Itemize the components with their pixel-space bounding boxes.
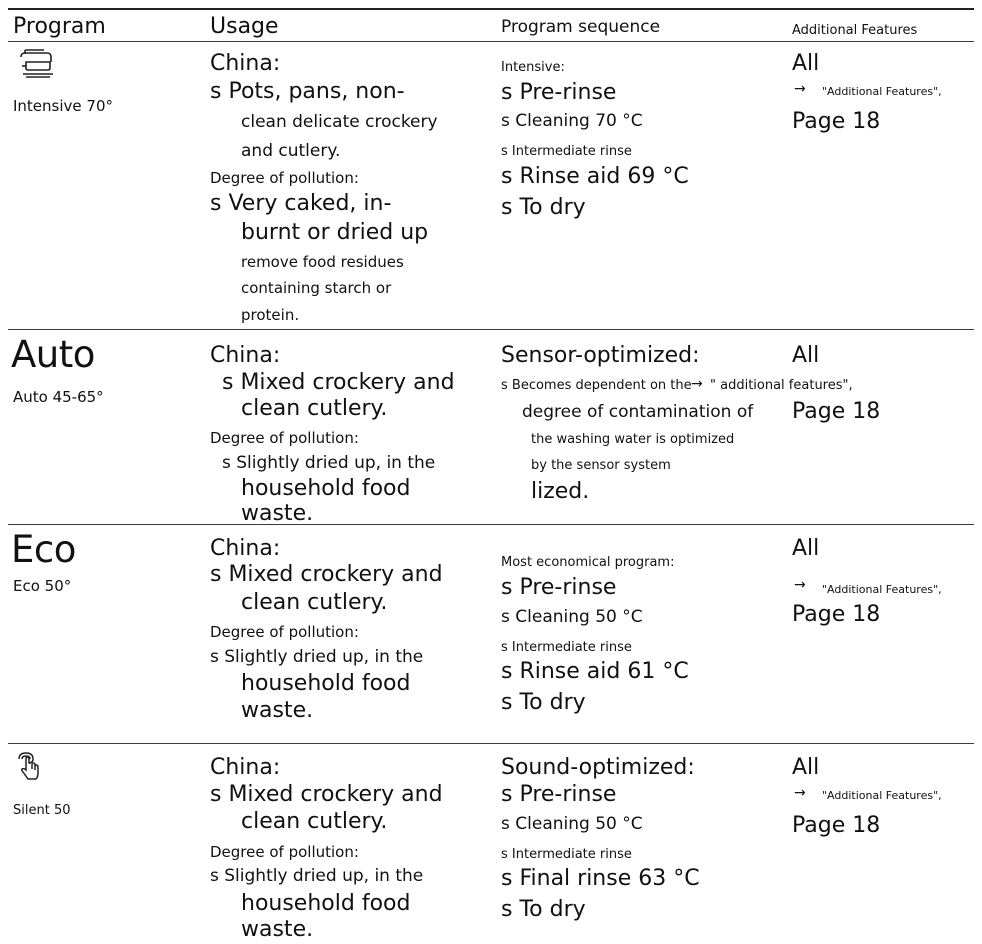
features-page[interactable]: Page 18	[792, 602, 881, 627]
features-page[interactable]: Page 18	[792, 109, 881, 134]
row-divider	[8, 524, 974, 525]
usage-line: China:	[210, 536, 281, 561]
sequence-line: lized.	[531, 479, 590, 504]
features-link[interactable]: "Additional Features",	[822, 85, 942, 98]
sequence-line: s To dry	[501, 897, 586, 922]
eco-program-symbol: Eco	[11, 528, 76, 571]
features-link[interactable]: "Additional Features",	[822, 583, 942, 596]
row-divider	[8, 329, 974, 330]
sequence-line: by the sensor system	[531, 458, 671, 473]
sequence-line: s Pre-rinse	[501, 575, 617, 600]
silent-hand-icon	[15, 750, 41, 786]
arrow-right-icon: →	[794, 81, 806, 97]
features-link[interactable]: "Additional Features",	[822, 789, 942, 802]
sequence-line: Most economical program:	[501, 555, 675, 570]
usage-line: and cutlery.	[241, 141, 341, 161]
features-page[interactable]: Page 18	[792, 399, 881, 424]
features-all: All	[792, 51, 820, 76]
table-top-rule	[8, 8, 974, 10]
sequence-line: s Intermediate rinse	[501, 144, 632, 159]
pot-icon	[17, 48, 59, 86]
usage-line: waste.	[241, 698, 314, 723]
arrow-right-icon: →	[794, 577, 806, 593]
usage-line: household food	[241, 476, 411, 501]
usage-line: Degree of pollution:	[210, 843, 359, 861]
header-usage: Usage	[210, 14, 279, 39]
header-bottom-rule	[8, 41, 974, 42]
sequence-line: s Intermediate rinse	[501, 640, 632, 655]
usage-line: s Slightly dried up, in the	[222, 453, 436, 473]
sequence-line: Intensive:	[501, 60, 565, 75]
program-name: Eco 50°	[13, 577, 72, 595]
usage-line: s Mixed crockery and	[222, 370, 455, 395]
usage-line: household food	[241, 671, 411, 696]
usage-line: waste.	[241, 917, 314, 942]
program-name: Intensive 70°	[13, 97, 113, 115]
usage-line: clean cutlery.	[241, 396, 388, 421]
usage-line: s Slightly dried up, in the	[210, 647, 424, 667]
header-sequence: Program sequence	[501, 17, 661, 37]
sequence-line: Sound-optimized:	[501, 755, 695, 780]
usage-line: containing starch or	[241, 279, 392, 297]
usage-line: Degree of pollution:	[210, 169, 359, 187]
usage-line: s Very caked, in-	[210, 191, 392, 216]
features-all: All	[792, 755, 820, 780]
usage-line: China:	[210, 343, 281, 368]
sequence-line: s Rinse aid 69 °C	[501, 164, 689, 189]
sequence-line: s Intermediate rinse	[501, 847, 632, 862]
sequence-line: Sensor-optimized:	[501, 343, 700, 368]
sequence-line: s Cleaning 50 °C	[501, 814, 643, 834]
program-name: Auto 45-65°	[13, 388, 104, 406]
features-all: All	[792, 343, 820, 368]
sequence-line: s Cleaning 50 °C	[501, 607, 643, 627]
usage-line: remove food residues	[241, 253, 404, 271]
sequence-line: s Pre-rinse	[501, 782, 617, 807]
features-page[interactable]: Page 18	[792, 813, 881, 838]
header-program: Program	[13, 14, 106, 39]
sequence-line: s Cleaning 70 °C	[501, 111, 643, 131]
sequence-line: s Rinse aid 61 °C	[501, 659, 689, 684]
sequence-line: the washing water is optimized	[531, 432, 735, 447]
header-features: Additional Features	[792, 23, 918, 38]
features-all: All	[792, 536, 820, 561]
arrow-right-icon: →	[691, 376, 703, 392]
usage-line: clean delicate crockery	[241, 112, 438, 132]
row-divider	[8, 743, 974, 744]
usage-line: burnt or dried up	[241, 220, 429, 245]
usage-line: s Mixed crockery and	[210, 562, 443, 587]
sequence-line: s Final rinse 63 °C	[501, 866, 700, 891]
usage-line: China:	[210, 755, 281, 780]
usage-line: waste.	[241, 501, 314, 526]
usage-line: s Slightly dried up, in the	[210, 866, 424, 886]
usage-line: clean cutlery.	[241, 590, 388, 615]
arrow-right-icon: →	[794, 785, 806, 801]
usage-line: Degree of pollution:	[210, 429, 359, 447]
usage-line: protein.	[241, 306, 300, 324]
usage-line: clean cutlery.	[241, 809, 388, 834]
usage-line: household food	[241, 891, 411, 916]
sequence-line: s To dry	[501, 195, 586, 220]
sequence-line: s Pre-rinse	[501, 80, 617, 105]
sequence-line: s To dry	[501, 690, 586, 715]
sequence-line: s Becomes dependent on the	[501, 378, 692, 393]
usage-line: China:	[210, 51, 281, 76]
usage-line: Degree of pollution:	[210, 623, 359, 641]
sequence-line: degree of contamination of	[522, 402, 754, 422]
features-link[interactable]: " additional features",	[710, 378, 853, 393]
program-name: Silent 50	[13, 803, 71, 818]
usage-line: s Mixed crockery and	[210, 782, 443, 807]
usage-line: s Pots, pans, non-	[210, 79, 405, 104]
auto-program-symbol: Auto	[11, 333, 95, 376]
